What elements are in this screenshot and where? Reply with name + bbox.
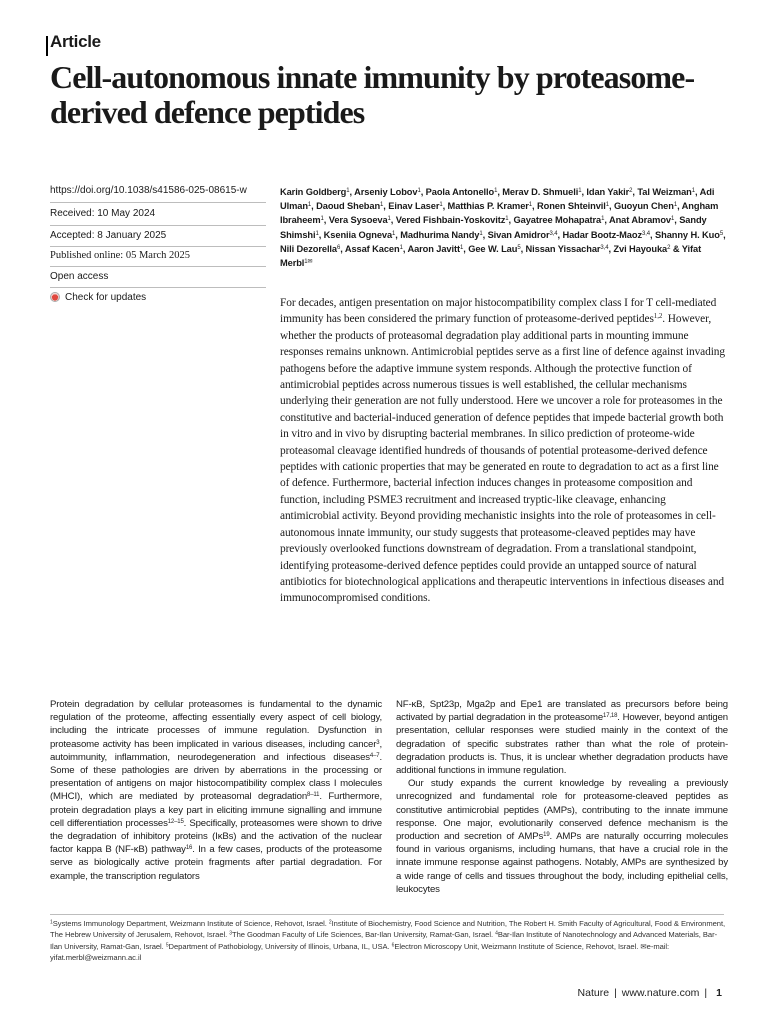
check-updates-icon	[50, 292, 60, 302]
meta-divider	[50, 287, 266, 288]
check-updates-link[interactable]	[50, 291, 266, 305]
open-access-label: Open access	[50, 271, 109, 282]
body-paragraph: Protein degradation by cellular proteasomes is fundamental to the dynamic regulation of the proteome, affecting essentially every aspect of cell biology, including the intricate processes of immune regulation. Dysfunction in proteasome activity has been implicated in various diseases, including cancer$^3$, autoimmunity, inflammation, neurodegeneration and infectious diseases$^{4-7}$. Some of these pathologies are driven by aberrations in the processing or presentation of antigens on major histocompatibility complex class I molecules (MHCI), which are mediated by proteasomal degradation$^{8-11}$. Furthermore, protein degradation plays a key part in eliciting immune signalling and immune cell differentiation processes$^{12-15}$. Specifically, proteasomes were shown to drive the degradation of inhibitory proteins (IκBs) and the activation of the nuclear factor kappa B (NF-κB) pathway$^{16}$. In a few cases, products of the proteasome serve as biologically active protein fragments after partial degradation. For example, the transcription regulators	[50, 699, 382, 882]
article-title: Cell-autonomous innate immunity by proteasome-derived defence peptides	[50, 59, 695, 130]
journal-url[interactable]: www.nature.com	[621, 987, 700, 999]
body-paragraph: NF-κB, Spt23p, Mga2p and Epe1 are translated as precursors before being activated by partial degradation in the proteasome$^{17,18}$. However, beyond antigen presentation, cellular responses were studied mainly in the context of the degradation of specific substrates rather than what the role of protein-degradation products is. Thus, it is unclear whether degradation products have additional functions in immune regulation.	[396, 699, 728, 777]
affiliations-footnote: $^1$Systems Immunology Department, Weizmann Institute of Science, Rehovot, Israel. $^2$Institute of Biochemistry, Food Science and Nutrition, The Robert H. Smith Faculty of Agricultural, Food & Environment, The Hebrew University of Jerusalem, Rehovot, Israel. $^3$The Goodman Faculty of Life Sciences, Bar-Ilan University, Ramat-Gan, Israel. $^4$Bar-Ilan Institute of Nanotechnology and Advanced Materials, Bar-Ilan University, Ramat-Gan, Israel. $^5$Department of Pathobiology, University of Illinois, Urbana, IL, USA. $^6$Electron Microscopy Unit, Weizmann Institute of Science, Rehovot, Israel. ✉e-mail: yifat.merbl@weizmann.ac.il	[50, 919, 726, 963]
abstract: For decades, antigen presentation on major histocompatibility complex class I for T cell-mediated immunity has been considered the primary function of proteasome-derived peptides$^{1,2}$. However, whether the products of proteasomal degradation play additional parts in mounting immune responses remains unknown. Antimicrobial peptides serve as a first line of defence against invading pathogens before the adaptive immune system responds. Although the protective function of antimicrobial peptides across numerous tissues is well established, the cellular mechanisms underlying their generation are not fully understood. Here we uncover a role for proteasomes in the constitutive and bacterial-induced generation of defence peptides that impede bacterial growth both in vitro and in vivo by disrupting bacterial membranes. In silico prediction of proteome-wide proteasomal cleavage identified hundreds of thousands of potential proteasome-derived defence peptides with cationic properties that may be generated en route to degradation to act as a first line of defence. Furthermore, bacterial infection induces changes in proteasome composition and function, including PSME3 recruitment and increased tryptic-like cleavage, enhancing antimicrobial activity. Beyond providing mechanistic insights into the role of proteasomes in cell-autonomous innate immunity, our study suggests that proteasome-cleaved peptides may have previously overlooked functions downstream of degradation. From a translational standpoint, identifying proteasome-derived defence peptides could provide an untapped source of natural antibiotics for biotechnological applications and therapeutic interventions in infectious diseases and immunocompromised conditions.	[280, 297, 725, 605]
doi-link[interactable]: https://doi.org/10.1038/s41586-025-08615-w	[50, 185, 247, 196]
body-column-left	[50, 698, 382, 883]
footnote-divider	[50, 914, 724, 915]
body-column-right	[396, 698, 728, 896]
check-updates-label: Check for updates	[65, 292, 147, 303]
accepted-date: Accepted: 8 January 2025	[50, 230, 167, 241]
footer-separator: |	[614, 987, 617, 999]
body-paragraph: Our study expands the current knowledge by revealing a previously unrecognized and fundamental role for proteasome-cleaved peptides as constitutive antimicrobial peptides (AMPs), contributing to the innate immune response. One major, evolutionarily conserved defence mechanism is the production and secretion of AMPs$^{19}$. AMPs are naturally occurring molecules found in various organisms, including humans, that have a crucial role in the innate immune response against pathogens. Notably, AMPs are synthesized by a wide range of cells and tissues throughout the body, including epithelial cells, leukocytes	[396, 778, 728, 895]
page-number: 1	[716, 987, 722, 999]
section-rule	[46, 36, 48, 56]
section-label: Article	[50, 32, 101, 51]
author-list: Karin Goldberg$^1$, Arseniy Lobov$^1$, Paola Antonello$^1$, Merav D. Shmueli$^1$, Idan Yakir$^2$, Tal Weizman$^1$, Adi Ulman$^1$, Daoud Sheban$^1$, Einav Laser$^1$, Matthias P. Kramer$^1$, Ronen Shteinvil$^1$, Guoyun Chen$^1$, Angham Ibraheem$^1$, Vera Sysoeva$^1$, Vered Fishbain-Yoskovitz$^1$, Gayatree Mohapatra$^1$, Anat Abramov$^1$, Sandy Shimshi$^1$, Kseniia Ogneva$^1$, Madhurima Nandy$^1$, Sivan Amidror$^{3,4}$, Hadar Bootz-Maoz$^{3,4}$, Shanny H. Kuo$^5$, Nili Dezorella$^6$, Assaf Kacen$^1$, Aaron Javitt$^1$, Gee W. Lau$^5$, Nissan Yissachar$^{3,4}$, Zvi Hayouka$^2$ & Yifat Merbl$^{1✉}$	[280, 187, 726, 269]
meta-divider	[50, 266, 266, 267]
meta-divider	[50, 246, 266, 247]
meta-divider	[50, 202, 266, 203]
page-footer	[578, 987, 722, 999]
published-date: Published online: 05 March 2025	[50, 250, 190, 261]
journal-name: Nature	[577, 987, 610, 999]
meta-divider	[50, 225, 266, 226]
footer-separator: |	[704, 987, 708, 999]
received-date: Received: 10 May 2024	[50, 208, 156, 219]
